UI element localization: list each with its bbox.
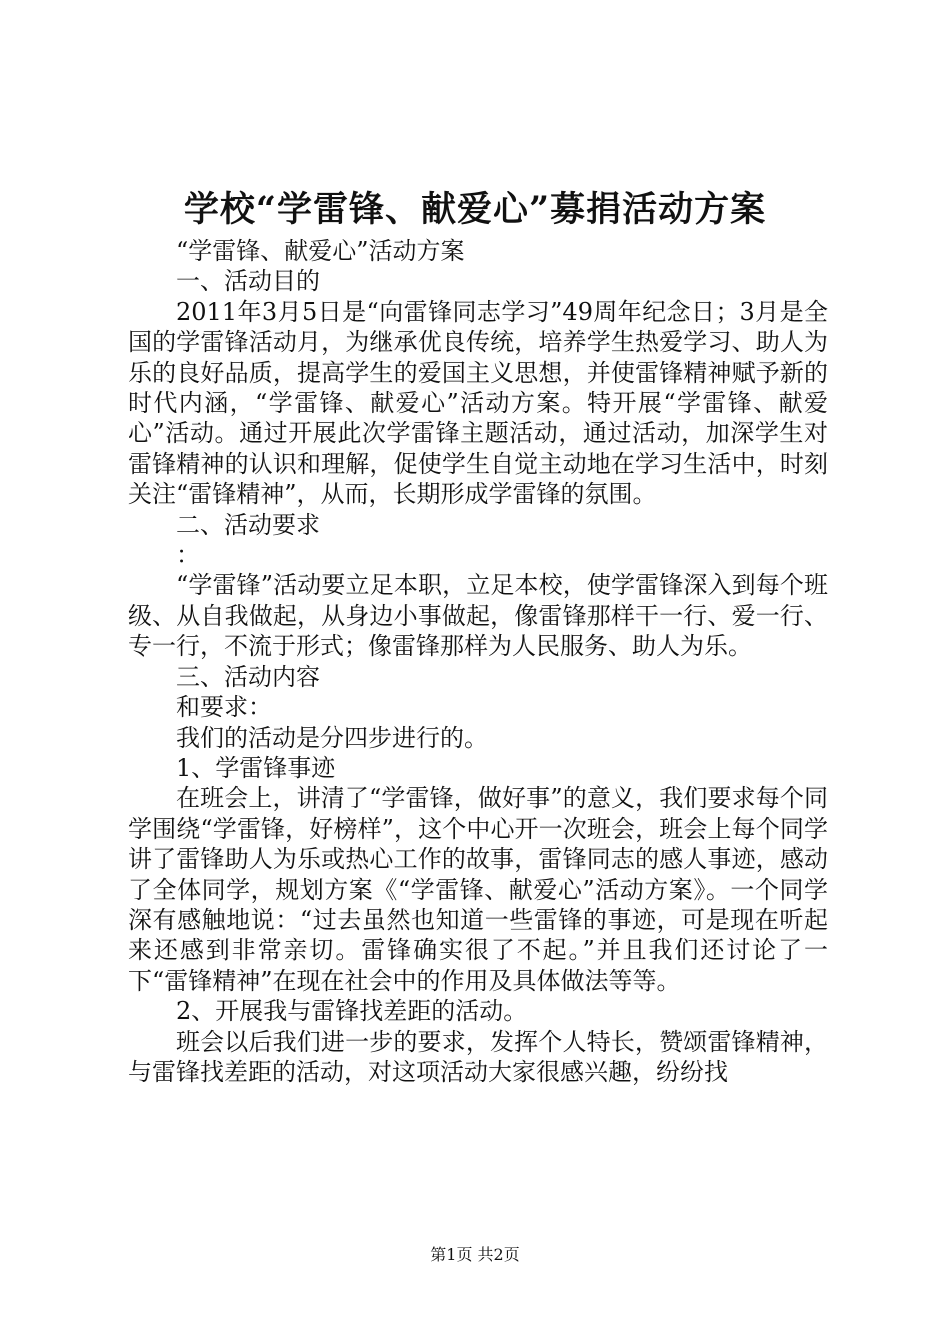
heading-content: 三、活动内容	[176, 662, 320, 691]
paragraph-and-requirements: 和要求：	[176, 693, 272, 722]
document-title: 学校“学雷锋、献爱心”募捐活动方案	[183, 189, 767, 230]
heading-purpose: 一、活动目的	[176, 267, 320, 296]
heading-step-2: 2、开展我与雷锋找差距的活动。	[176, 997, 528, 1026]
heading-requirements: 二、活动要求	[176, 510, 320, 539]
page-number-footer: 第1页 共2页	[430, 1245, 520, 1264]
paragraph-four-steps: 我们的活动是分四步进行的。	[176, 723, 488, 752]
paragraph-purpose: 2011年3月5日是“向雷锋同志学习”49周年纪念日；3月是全国的学雷锋活动月，为继承优良传统，培养学生热爱学习、助人为乐的良好品质，提高学生的爱国主义思想，并使雷锋精神赋予新的时代内涵，“学雷锋、献爱心”活动方案。特开展“学雷锋、献爱心”活动。通过开展此次学雷锋主题活动，通过活动，加深学生对雷锋精神的认识和理解，促使学生自觉主动地在学习生活中，时刻关注“雷锋精神”，从而，长期形成学雷锋的氛围。	[128, 297, 828, 509]
paragraph-requirements: “学雷锋”活动要立足本职，立足本校，使学雷锋深入到每个班级、从自我做起，从身边小事做起，像雷锋那样干一行、爱一行、专一行，不流于形式；像雷锋那样为人民服务、助人为乐。	[128, 571, 828, 661]
heading-step-1: 1、学雷锋事迹	[176, 753, 336, 782]
paragraph-subtitle: “学雷锋、献爱心”活动方案	[176, 237, 465, 265]
document-body	[128, 236, 828, 1087]
paragraph-colon: ：	[176, 541, 200, 570]
paragraph-step-2: 班会以后我们进一步的要求，发挥个人特长，赞颂雷锋精神，与雷锋找差距的活动，对这项活动大家很感兴趣，纷纷找	[128, 1027, 828, 1086]
paragraph-step-1: 在班会上，讲清了“学雷锋，做好事”的意义，我们要求每个同学围绕“学雷锋，好榜样”，这个中心开一次班会，班会上每个同学讲了雷锋助人为乐或热心工作的故事，雷锋同志的感人事迹，感动了全体同学，规划方案《“学雷锋、献爱心”活动方案》。一个同学深有感触地说：“过去虽然也知道一些雷锋的事迹，可是现在听起来还感到非常亲切。雷锋确实很了不起。”并且我们还讨论了一下“雷锋精神”在现在社会中的作用及具体做法等等。	[128, 784, 828, 995]
